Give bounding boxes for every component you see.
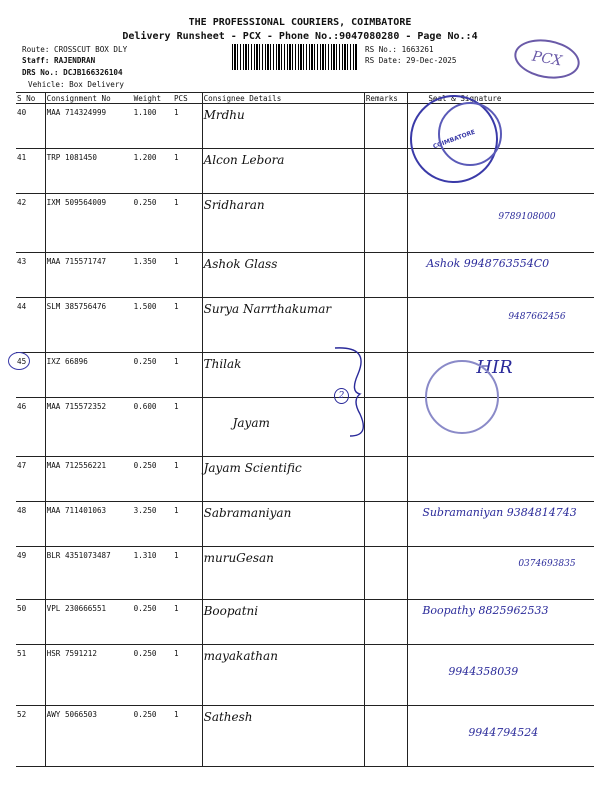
cell-sno: 43 [16,253,45,298]
rs-number: RS No.: 1663261 [365,45,434,54]
cell-remarks [364,645,407,706]
cell-weight: 1.310 [133,547,173,600]
cell-weight: 0.600 [133,398,173,457]
cell-weight: 1.200 [133,149,173,194]
cell-consignee: Mrdhu [202,104,364,149]
cell-pcs: 1 [173,194,202,253]
table-row [16,149,594,194]
cell-pcs: 1 [173,398,202,457]
cell-consignment: MAA 712556221 [45,457,132,502]
cell-signature: 9487662456 [408,298,594,353]
cell-consignment: VPL 230666551 [45,600,132,645]
table-row [16,398,594,457]
cell-consignment: MAA 715571747 [45,253,132,298]
table-row [16,353,594,398]
table-header-row [16,93,594,104]
cell-consignment: HSR 7591212 [45,645,132,706]
cell-signature: 9944794524 [408,706,594,767]
cell-remarks [364,194,407,253]
cell-consignee: Surya Narrthakumar [202,298,364,353]
pcx-stamp-text: PCX [530,48,564,70]
rs-date: RS Date: 29-Dec-2025 [365,56,457,65]
cell-sno: 49 [16,547,45,600]
cell-remarks [364,149,407,194]
cell-sno: 41 [16,149,45,194]
cell-weight: 0.250 [133,194,173,253]
cell-pcs: 1 [173,253,202,298]
route-label: Route: CROSSCUT BOX DLY [22,45,128,54]
cell-pcs: 1 [173,298,202,353]
page-subtitle: Delivery Runsheet - PCX - Phone No.:9047080280 - Page No.:4 [122,31,478,42]
cell-consignee: Alcon Lebora [202,149,364,194]
cell-consignee: mayakathan [202,645,364,706]
table-row [16,104,594,149]
cell-consignee: Ashok Glass [202,253,364,298]
table-row [16,253,594,298]
table-row [16,194,594,253]
cell-sno: 48 [16,502,45,547]
cell-sno: 44 [16,298,45,353]
cell-sno [16,353,45,398]
cell-consignee: Boopatni [202,600,364,645]
cell-consignment: MAA 711401063 [45,502,132,547]
col-weight: Weight [133,93,173,104]
col-pcs: PCS [173,93,202,104]
jayam-scientific-stamp [425,360,499,434]
cell-signature [408,457,594,502]
cell-weight: 0.250 [133,706,173,767]
table-row [16,600,594,645]
col-remarks: Remarks [364,93,407,104]
cell-sno: 51 [16,645,45,706]
cell-sno: 46 [16,398,45,457]
col-sno: S No [16,93,45,104]
table-row [16,547,594,600]
cell-sno: 52 [16,706,45,767]
cell-sno: 42 [16,194,45,253]
cell-consignment: AWY 5066503 [45,706,132,767]
cell-weight: 0.250 [133,353,173,398]
col-consignee: Consignee Details [202,93,364,104]
cell-remarks [364,547,407,600]
cell-weight: 3.250 [133,502,173,547]
cell-remarks [364,253,407,298]
cell-weight: 0.250 [133,600,173,645]
cell-pcs: 1 [173,104,202,149]
cell-consignee: Jayam [202,398,364,457]
cell-remarks [364,706,407,767]
cell-remarks [364,502,407,547]
cell-pcs: 1 [173,353,202,398]
cell-pcs: 1 [173,149,202,194]
table-row [16,645,594,706]
col-signature: Seal & Signature [408,93,594,104]
cell-consignee: Sabramaniyan [202,502,364,547]
cell-sno-text: 45 [17,357,27,366]
staff-label: Staff: RAJENDRAN [22,56,96,65]
sno-circle-mark [8,352,30,370]
table-row [16,502,594,547]
cell-sno: 40 [16,104,45,149]
cell-signature: Ashok 9948763554C0 [408,253,594,298]
cell-sno: 47 [16,457,45,502]
cell-remarks [364,457,407,502]
cell-pcs: 1 [173,457,202,502]
company-stamp-text: COIMBATORE [431,128,477,150]
table-row [16,298,594,353]
cell-consignee: muruGesan [202,547,364,600]
cell-signature: Subramaniyan 9384814743 [408,502,594,547]
cell-pcs: 1 [173,645,202,706]
cell-consignment: SLM 385756476 [45,298,132,353]
col-consignment: Consignment No [45,93,132,104]
cell-consignment: IXZ 66896 [45,353,132,398]
cell-signature: HIR [408,353,594,398]
cell-sno: 50 [16,600,45,645]
cell-consignment: IXM 509564009 [45,194,132,253]
cell-consignee: Sathesh [202,706,364,767]
cell-remarks [364,600,407,645]
cell-weight: 1.100 [133,104,173,149]
cell-signature: 9944358039 [408,645,594,706]
drs-label: DRS No.: DCJB166326104 [22,68,123,77]
cell-weight: 1.500 [133,298,173,353]
cell-pcs: 1 [173,600,202,645]
cell-pcs: 1 [173,502,202,547]
cell-consignee: Thilak [202,353,364,398]
cell-signature: 9789108000 [408,194,594,253]
runsheet-table [16,92,594,767]
table-row [16,457,594,502]
cell-pcs: 1 [173,547,202,600]
page-title: THE PROFESSIONAL COURIERS, COIMBATORE [188,17,412,28]
cell-remarks [364,104,407,149]
cell-consignee: Jayam Scientific [202,457,364,502]
remark-number-mark: 2 [334,388,349,404]
cell-signature: 0374693835 [408,547,594,600]
cell-weight: 1.350 [133,253,173,298]
cell-consignment: TRP 1081450 [45,149,132,194]
cell-consignment: BLR 4351073487 [45,547,132,600]
vehicle-label: Vehicle: Box Delivery [28,80,125,89]
cell-consignment: MAA 715572352 [45,398,132,457]
cell-weight: 0.250 [133,645,173,706]
cell-consignment: MAA 714324999 [45,104,132,149]
cell-weight: 0.250 [133,457,173,502]
cell-consignee: Sridharan [202,194,364,253]
cell-signature: Boopathy 8825962533 [408,600,594,645]
cell-pcs: 1 [173,706,202,767]
table-row [16,706,594,767]
professional-couriers-stamp [438,102,502,166]
barcode [232,44,358,70]
